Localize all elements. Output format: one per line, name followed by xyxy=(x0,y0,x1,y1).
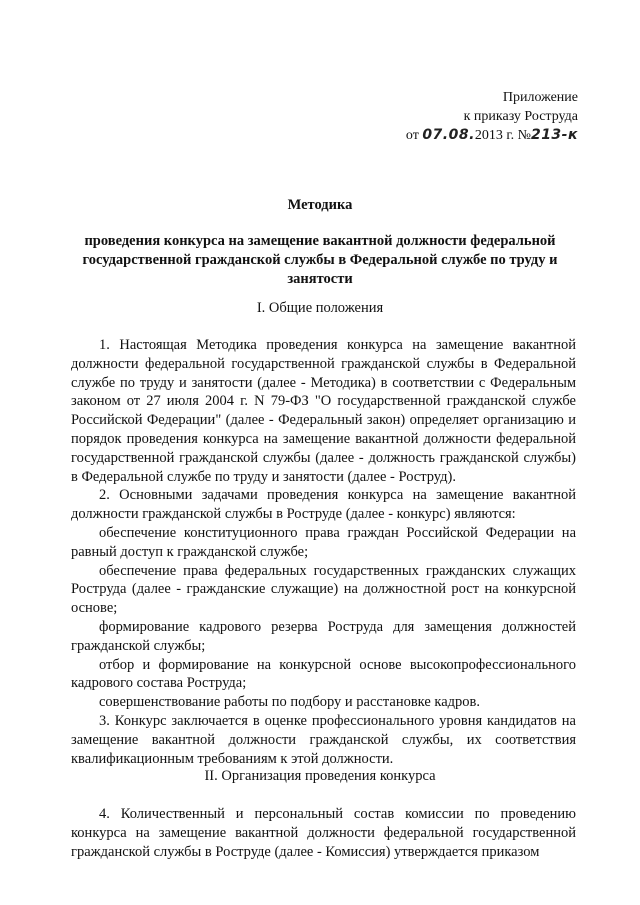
handwritten-date: 07.08. xyxy=(422,127,475,143)
section-2-body xyxy=(71,805,576,861)
paragraph: отбор и формирование на конкурсной основе высокопрофессионального кадрового состава Роструда; xyxy=(71,656,576,692)
paragraph: совершенствование работы по подбору и расстановке кадров. xyxy=(99,694,481,711)
paragraph: 1. Настоящая Методика проведения конкурса на замещение вакантной должности федеральной государственной гражданской службы в Федеральной службе по труду и занятости (далее - Методика) в соответствии с Федеральным законом от 27 июля 2004 г. N 79-ФЗ "О государственной гражданской службе Российской Федерации" (далее - Федеральный закон) определяет организацию и порядок проведения конкурса на замещение вакантной должности федеральной государственной гражданской службы (далее - должность гражданской службы) в Федеральной службе по труду и занятости (далее - Роструд). xyxy=(71,337,576,485)
appendix-label: Приложение xyxy=(502,90,578,105)
date-prefix: от xyxy=(405,128,419,143)
handwritten-number: 213-к xyxy=(530,127,578,143)
section-1-heading: I. Общие положения xyxy=(256,300,384,316)
paragraph: 2. Основными задачами проведения конкурса на замещение вакантной должности гражданской службы в Роструде (далее - конкурс) являются: xyxy=(71,487,576,523)
paragraph: 4. Количественный и персональный состав комиссии по проведению конкурса на замещение вакантной должности федеральной государственной гражданской службы в Роструде (далее - Комиссия) утверждается приказом xyxy=(71,806,576,860)
paragraph: обеспечение права федеральных государственных гражданских служащих Роструда (далее - гражданские служащие) на должностной рост на конкурсной основе; xyxy=(71,562,576,617)
document-subtitle: проведения конкурса на замещение вакантной должности федеральной государственной гражданской службы в Федеральной службе по труду и занятости xyxy=(82,233,558,287)
document-title: Методика xyxy=(287,197,353,213)
appendix-order-ref: к приказу Роструда xyxy=(463,109,578,124)
paragraph: обеспечение конституционного права граждан Российской Федерации на равный доступ к гражданской службе; xyxy=(71,524,576,560)
appendix-block xyxy=(406,88,578,145)
section-2-heading: II. Организация проведения конкурса xyxy=(204,768,436,784)
paragraph: 3. Конкурс заключается в оценке профессионального уровня кандидатов на замещение вакантной должности гражданской службы, их соответствия квалификационным требованиям к этой должности. xyxy=(71,712,576,767)
date-year: 2013 г. № xyxy=(474,128,531,143)
paragraph: формирование кадрового резерва Роструда для замещения должностей гражданской службы; xyxy=(71,618,576,654)
appendix-date-line xyxy=(406,126,578,145)
section-1-body xyxy=(71,336,576,768)
